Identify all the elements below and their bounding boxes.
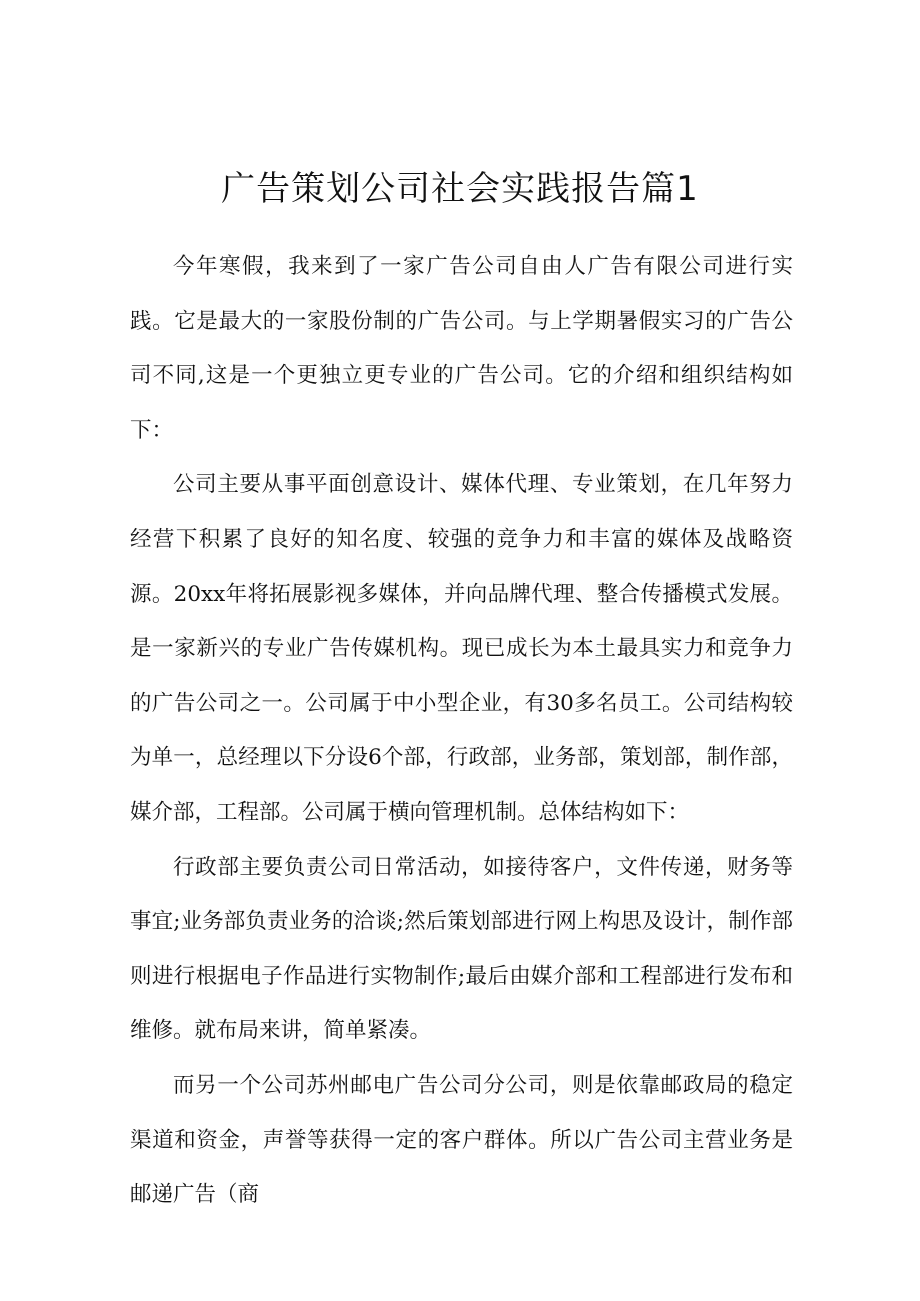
document-body bbox=[130, 240, 793, 1223]
paragraph-second-company: 而另一个公司苏州邮电广告公司分公司，则是依靠邮政局的稳定渠道和资金，声誉等获得一定的客户群体。所以广告公司主营业务是邮递广告（商 bbox=[130, 1072, 793, 1208]
paragraph-intro: 今年寒假，我来到了一家广告公司自由人广告有限公司进行实践。它是最大的一家股份制的广告公司。与上学期暑假实习的广告公司不同,这是一个更独立更专业的广告公司。它的介绍和组织结构如下： bbox=[130, 254, 793, 443]
paragraph-company-overview: 公司主要从事平面创意设计、媒体代理、专业策划，在几年努力经营下积累了良好的知名度、较强的竞争力和丰富的媒体及战略资源。20xx年将拓展影视多媒体，并向品牌代理、整合传播模式发展。是一家新兴的专业广告传媒机构。现已成长为本土最具实力和竞争力的广告公司之一。公司属于中小型企业，有30多名员工。公司结构较为单一，总经理以下分设6个部，行政部，业务部，策划部，制作部，媒介部，工程部。公司属于横向管理机制。总体结构如下： bbox=[130, 472, 793, 825]
paragraph-department-duties: 行政部主要负责公司日常活动，如接待客户，文件传递，财务等事宜;业务部负责业务的洽谈;然后策划部进行网上构思及设计，制作部则进行根据电子作品进行实物制作;最后由媒介部和工程部进行发布和维修。就布局来讲，简单紧凑。 bbox=[130, 854, 793, 1044]
document-title: 广告策划公司社会实践报告篇1 bbox=[221, 169, 699, 209]
